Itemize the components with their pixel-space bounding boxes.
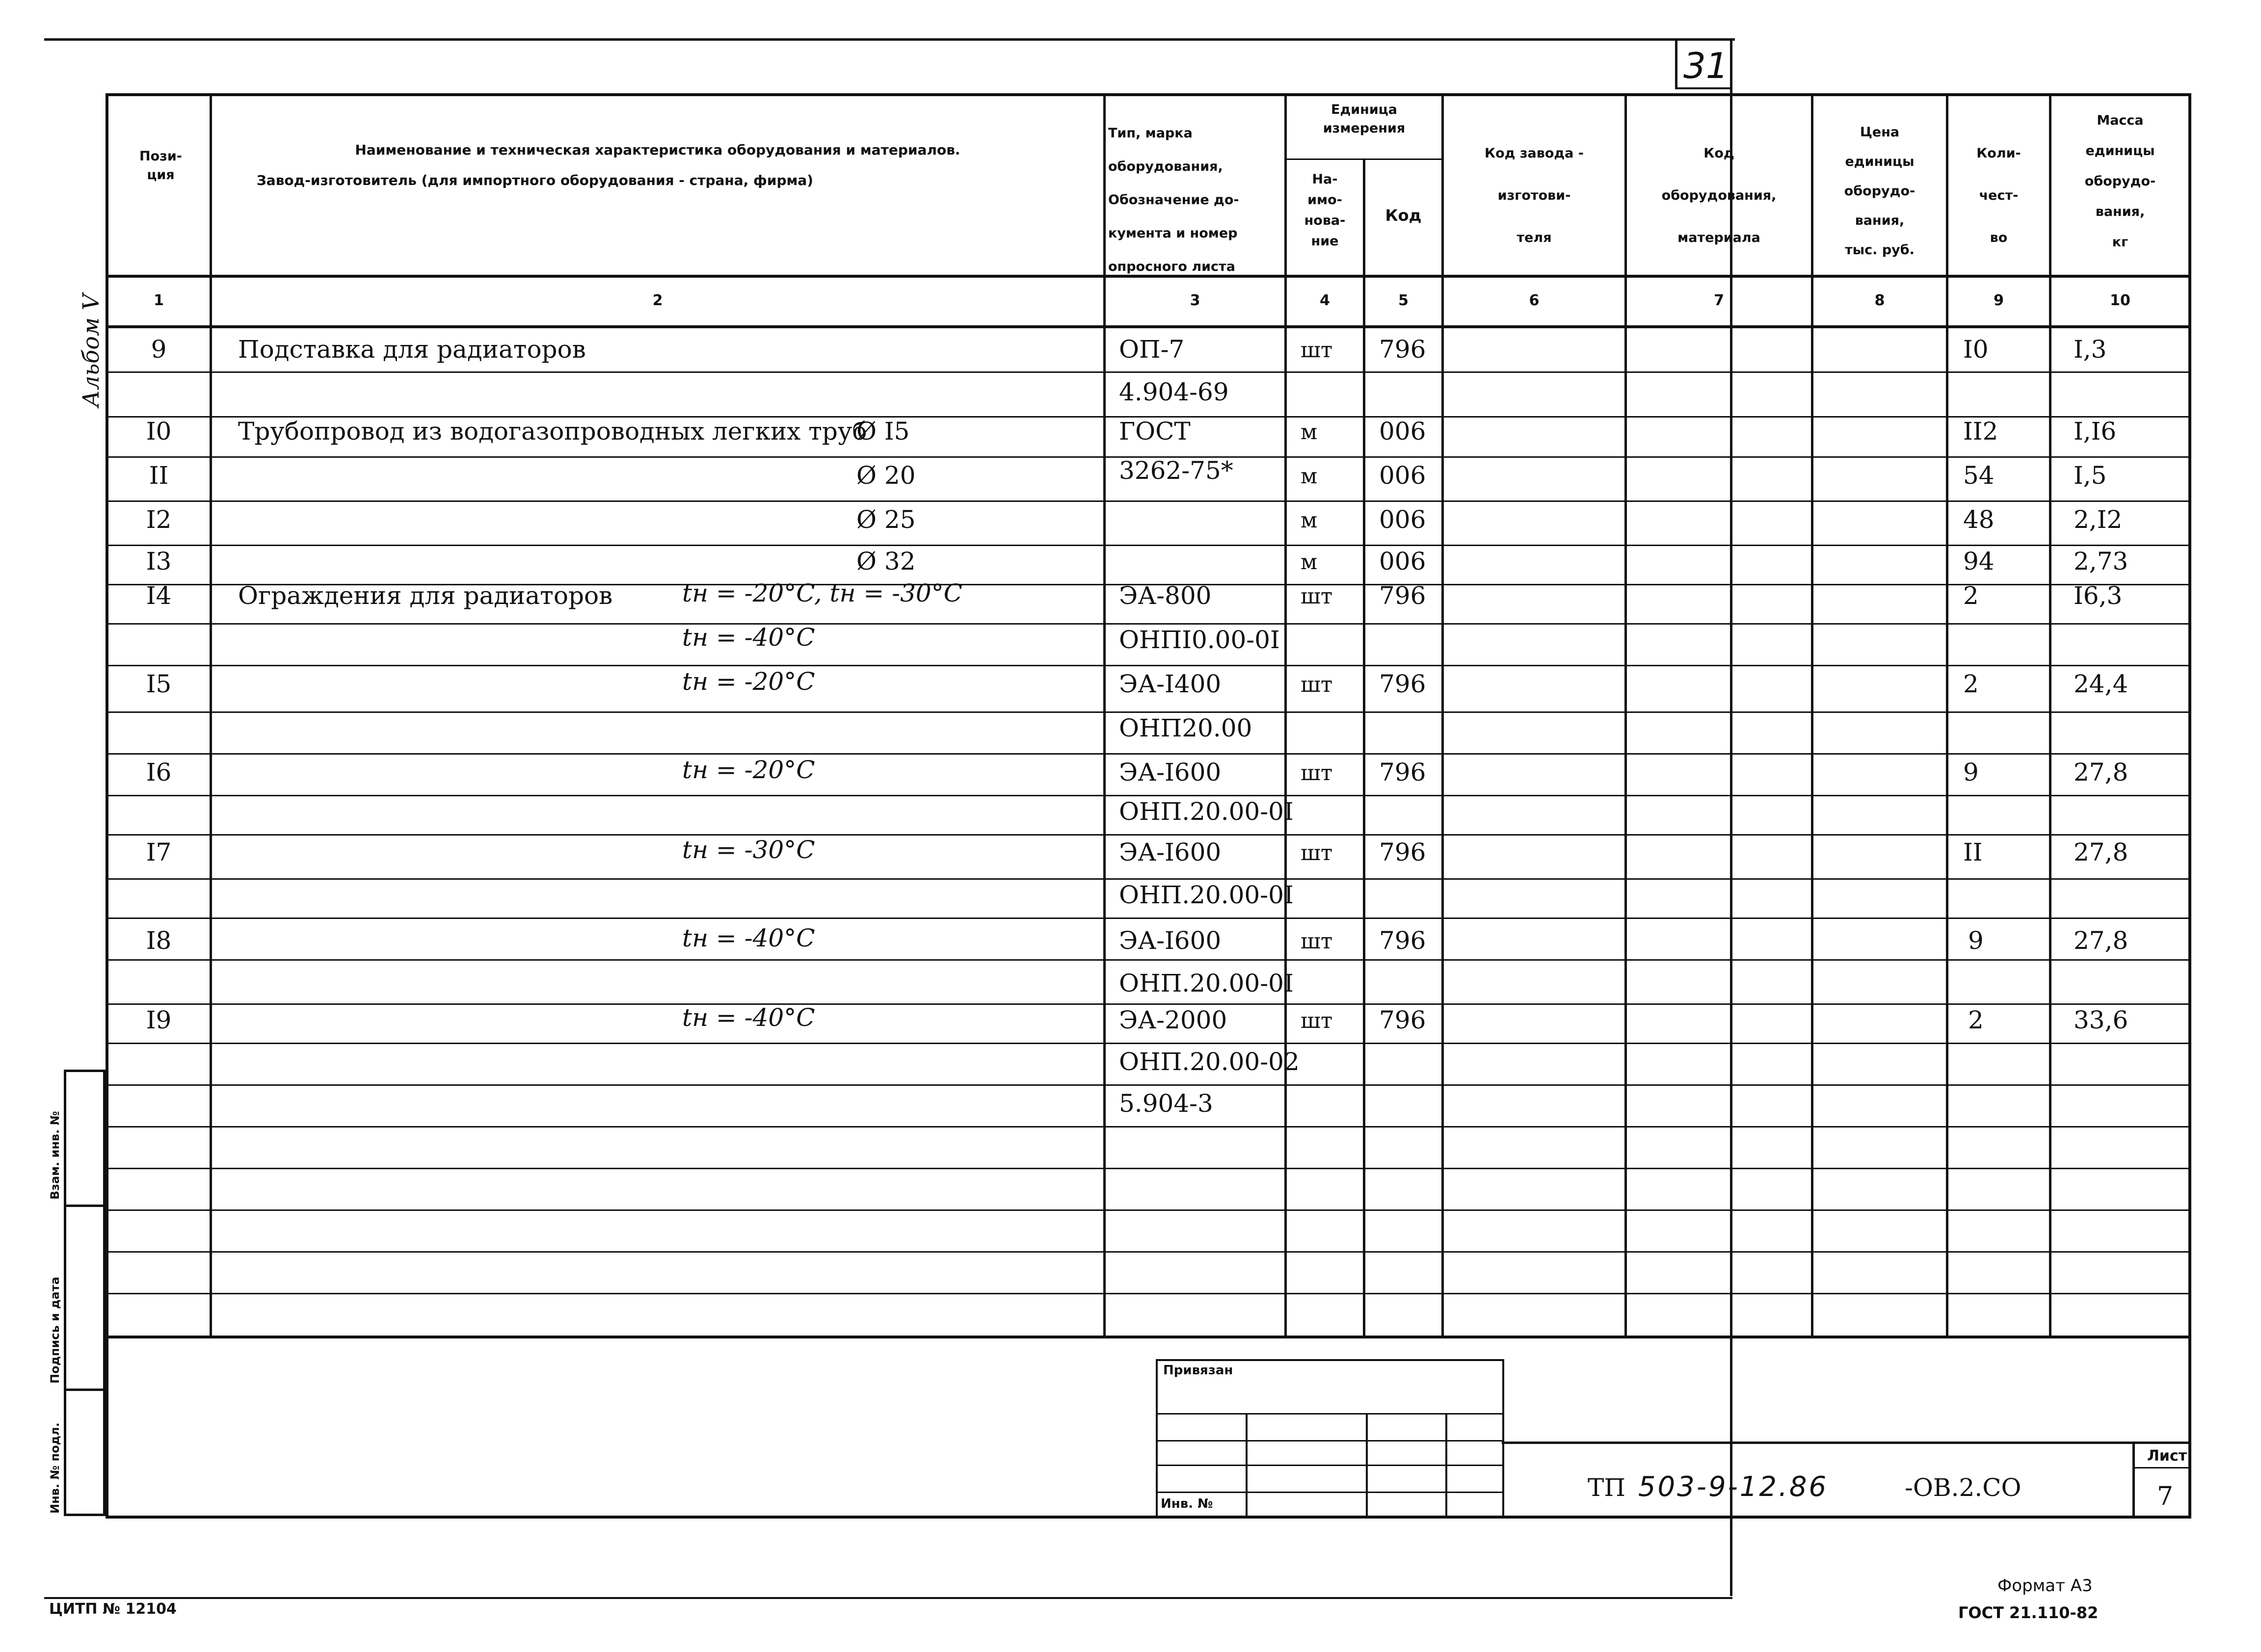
row-code: 006 — [1379, 417, 1426, 446]
left-side-strip — [64, 1070, 106, 1516]
row-name: Подставка для радиаторов — [238, 335, 586, 364]
row-qty: 9 — [1968, 926, 1984, 955]
privyazan-col — [1445, 1413, 1447, 1519]
row-line — [106, 959, 2191, 961]
row-temp: tн = -40°C — [682, 1003, 815, 1032]
row-temp: tн = -20°C — [682, 667, 815, 696]
privyazan-line — [1156, 1465, 1504, 1466]
corner-sheet-number: 31 — [1683, 45, 1729, 86]
row-line — [106, 1209, 2191, 1211]
row-qty: 94 — [1963, 547, 1995, 576]
row-line — [106, 1003, 2191, 1005]
row-unit: шт — [1301, 672, 1333, 697]
row-line — [106, 834, 2191, 836]
header-col4: На- имо- нова- ние — [1304, 172, 1346, 249]
top-border-line — [44, 38, 1735, 41]
row-unit: шт — [1301, 929, 1333, 954]
colnum-9: 9 — [1994, 292, 2004, 309]
bottom-border-line — [44, 1597, 1732, 1599]
row-unit: шт — [1301, 1008, 1333, 1033]
row-type: ОНП.20.00-0I — [1119, 881, 1294, 909]
col-line-3 — [1284, 93, 1287, 1337]
privyazan-line — [1156, 1440, 1504, 1442]
title-stamp-top — [1502, 1442, 2191, 1444]
row-unit: м — [1301, 464, 1318, 489]
inv-no-label: Инв. № — [1161, 1496, 1213, 1511]
row-pos: I6 — [146, 758, 172, 787]
side-label-podpis: Подпись и дата — [48, 1277, 62, 1384]
privyazan-label: Привязан — [1163, 1363, 1233, 1378]
row-line — [106, 623, 2191, 625]
row-code: 796 — [1379, 670, 1426, 698]
row-type: ОНП.20.00-0I — [1119, 969, 1294, 997]
sheet-box-left — [2132, 1442, 2135, 1519]
row-mass: I,5 — [2074, 461, 2107, 490]
sheet-label: Лист — [2147, 1447, 2187, 1465]
row-mass: 2,I2 — [2074, 505, 2123, 534]
col-line-4 — [1363, 159, 1365, 1337]
row-type: ЭА-2000 — [1119, 1006, 1227, 1034]
privyazan-line — [1156, 1492, 1504, 1493]
privyazan-col — [1366, 1413, 1368, 1519]
row-mass: 2,73 — [2074, 547, 2128, 576]
header-col1: Пози- ция — [139, 149, 182, 183]
row-qty: 2 — [1968, 1006, 1984, 1034]
colnum-6: 6 — [1529, 292, 1540, 309]
colnum-7: 7 — [1714, 292, 1724, 309]
row-mass: I,I6 — [2074, 417, 2117, 446]
row-line — [106, 1168, 2191, 1169]
col-line-7 — [1811, 93, 1813, 1337]
row-type: ЭА-I600 — [1119, 758, 1222, 787]
side-label-vzam: Взам. инв. № — [48, 1111, 62, 1200]
row-qty: I0 — [1963, 335, 1989, 364]
footer-gost: ГОСТ 21.110-82 — [1958, 1603, 2099, 1622]
row-line — [106, 711, 2191, 713]
colnum-8: 8 — [1874, 292, 1885, 309]
row-pos: I8 — [146, 926, 172, 955]
footer-left: ЦИТП № 12104 — [49, 1600, 177, 1618]
row-type: 5.904-3 — [1119, 1089, 1213, 1118]
privyazan-block — [1156, 1359, 1504, 1519]
colnum-5: 5 — [1398, 292, 1409, 309]
row-qty: 2 — [1963, 670, 1979, 698]
row-temp: Ø 25 — [856, 505, 916, 534]
row-unit: м — [1301, 550, 1318, 575]
sheet-number: 7 — [2157, 1482, 2174, 1511]
side-divider — [64, 1205, 106, 1207]
row-mass: I6,3 — [2074, 581, 2123, 610]
row-line — [106, 878, 2191, 880]
row-line — [106, 918, 2191, 919]
row-code: 006 — [1379, 461, 1426, 490]
row-qty: 48 — [1963, 505, 1995, 534]
side-label-inv-podl: Инв. № подл. — [48, 1422, 62, 1514]
header-col2: Наименование и техническая характеристика оборудования и материалов. Завод-изготовитель (для импортного оборудования - страна, фирма) — [256, 142, 960, 188]
row-code: 796 — [1379, 838, 1426, 866]
colnum-3: 3 — [1190, 292, 1200, 309]
privyazan-col — [1246, 1413, 1248, 1519]
row-line — [106, 753, 2191, 755]
album-label: Альбом V — [78, 294, 104, 407]
header-unit-group: Единица измерения — [1323, 102, 1406, 136]
doc-code-handwritten: 503-9-12.86 — [1638, 1471, 1829, 1503]
header-col6: Код завода - изготови- теля — [1485, 146, 1584, 245]
table-body-bottom-line — [106, 1336, 2191, 1338]
row-unit: шт — [1301, 584, 1333, 609]
row-qty: 9 — [1963, 758, 1979, 787]
row-type: ОП-7 — [1119, 335, 1185, 364]
header-col3: Тип, марка оборудования, Обозначение до- кумента и номер опросного листа — [1108, 126, 1239, 274]
col-line-9 — [2049, 93, 2051, 1337]
header-col10: Масса единицы оборудо- вания, кг — [2084, 113, 2156, 250]
row-temp: Ø 32 — [856, 547, 916, 576]
row-code: 796 — [1379, 581, 1426, 610]
row-code: 796 — [1379, 335, 1426, 364]
row-line — [106, 1084, 2191, 1086]
colnum-bottom-line — [106, 325, 2191, 328]
row-mass: I,3 — [2074, 335, 2107, 364]
row-qty: II2 — [1963, 417, 1998, 446]
row-line — [106, 371, 2191, 373]
doc-code-prefix: ТП — [1588, 1473, 1625, 1502]
header-col9: Коли- чест- во — [1976, 146, 2021, 245]
row-pos: 9 — [151, 335, 167, 364]
row-line — [106, 545, 2191, 546]
row-type: ЭА-800 — [1119, 581, 1212, 610]
row-type: ЭА-I400 — [1119, 670, 1222, 698]
colnum-1: 1 — [154, 292, 164, 309]
row-temp: tн = -40°C — [682, 924, 815, 952]
row-temp: tн = -30°C — [682, 836, 815, 864]
row-pos: I4 — [146, 581, 172, 610]
row-type: 4.904-69 — [1119, 378, 1229, 406]
col-line-1 — [210, 93, 212, 1337]
col-line-2 — [1103, 93, 1106, 1337]
header-col7: Код оборудования, материала — [1661, 146, 1777, 245]
row-mass: 27,8 — [2074, 838, 2128, 866]
row-mass: 24,4 — [2074, 670, 2128, 698]
row-qty: 54 — [1963, 461, 1995, 490]
row-temp: tн = -40°C — [682, 623, 815, 652]
row-code: 006 — [1379, 505, 1426, 534]
row-type: ОНПI0.00-0I — [1119, 626, 1280, 654]
row-unit: шт — [1301, 760, 1333, 786]
row-type: ОНП20.00 — [1119, 714, 1252, 742]
doc-code — [1588, 1471, 2022, 1503]
row-type: ОНП.20.00-02 — [1119, 1048, 1300, 1076]
row-code: 796 — [1379, 1006, 1426, 1034]
row-code: 796 — [1379, 758, 1426, 787]
colnum-2: 2 — [652, 292, 663, 309]
row-type: ОНП.20.00-0I — [1119, 797, 1294, 826]
col-line-6 — [1624, 93, 1627, 1337]
row-line — [106, 1251, 2191, 1253]
row-pos: I2 — [146, 505, 172, 534]
header-col5: Код — [1385, 206, 1422, 225]
row-qty: 2 — [1963, 581, 1979, 610]
row-line — [106, 1043, 2191, 1044]
row-unit: м — [1301, 420, 1318, 445]
row-line — [106, 1126, 2191, 1128]
footer-format: Формат А3 — [1997, 1576, 2093, 1596]
row-mass: 27,8 — [2074, 758, 2128, 787]
doc-code-suffix: -ОВ.2.СО — [1905, 1473, 2022, 1502]
side-divider — [64, 1389, 106, 1391]
row-unit: шт — [1301, 338, 1333, 363]
row-line — [106, 1293, 2191, 1294]
row-temp: tн = -20°C — [682, 756, 815, 784]
row-type: 3262-75* — [1119, 456, 1233, 485]
row-temp: tн = -20°C, tн = -30°C — [682, 579, 962, 607]
sheet-box-divider — [2132, 1467, 2191, 1468]
col-line-8 — [1946, 93, 1948, 1337]
row-pos: I3 — [146, 547, 172, 576]
colnum-4: 4 — [1320, 292, 1330, 309]
row-unit: м — [1301, 508, 1318, 533]
row-code: 006 — [1379, 547, 1426, 576]
row-mass: 27,8 — [2074, 926, 2128, 955]
row-type: ЭА-I600 — [1119, 926, 1222, 955]
row-type: ЭА-I600 — [1119, 838, 1222, 866]
row-qty: II — [1963, 838, 1983, 866]
row-pos: I9 — [146, 1006, 172, 1034]
row-pos: II — [149, 461, 169, 490]
row-line — [106, 665, 2191, 666]
row-temp: Ø I5 — [856, 417, 910, 446]
row-mass: 33,6 — [2074, 1006, 2128, 1034]
row-pos: I7 — [146, 838, 172, 866]
row-unit: шт — [1301, 840, 1333, 865]
row-temp: Ø 20 — [856, 461, 916, 490]
row-type: ГОСТ — [1119, 417, 1191, 446]
colnum-10: 10 — [2110, 292, 2130, 309]
row-line — [106, 795, 2191, 796]
row-name: Трубопровод из водогазопроводных легких труб — [238, 417, 867, 446]
privyazan-line — [1156, 1413, 1504, 1415]
row-line — [106, 500, 2191, 502]
row-pos: I5 — [146, 670, 172, 698]
unit-subheader-line — [1284, 158, 1444, 160]
row-name: Ограждения для радиаторов — [238, 581, 613, 610]
header-col8: Цена единицы оборудо- вания, тыс. руб. — [1844, 125, 1915, 258]
col-line-5 — [1441, 93, 1444, 1337]
row-pos: I0 — [146, 417, 172, 446]
row-code: 796 — [1379, 926, 1426, 955]
